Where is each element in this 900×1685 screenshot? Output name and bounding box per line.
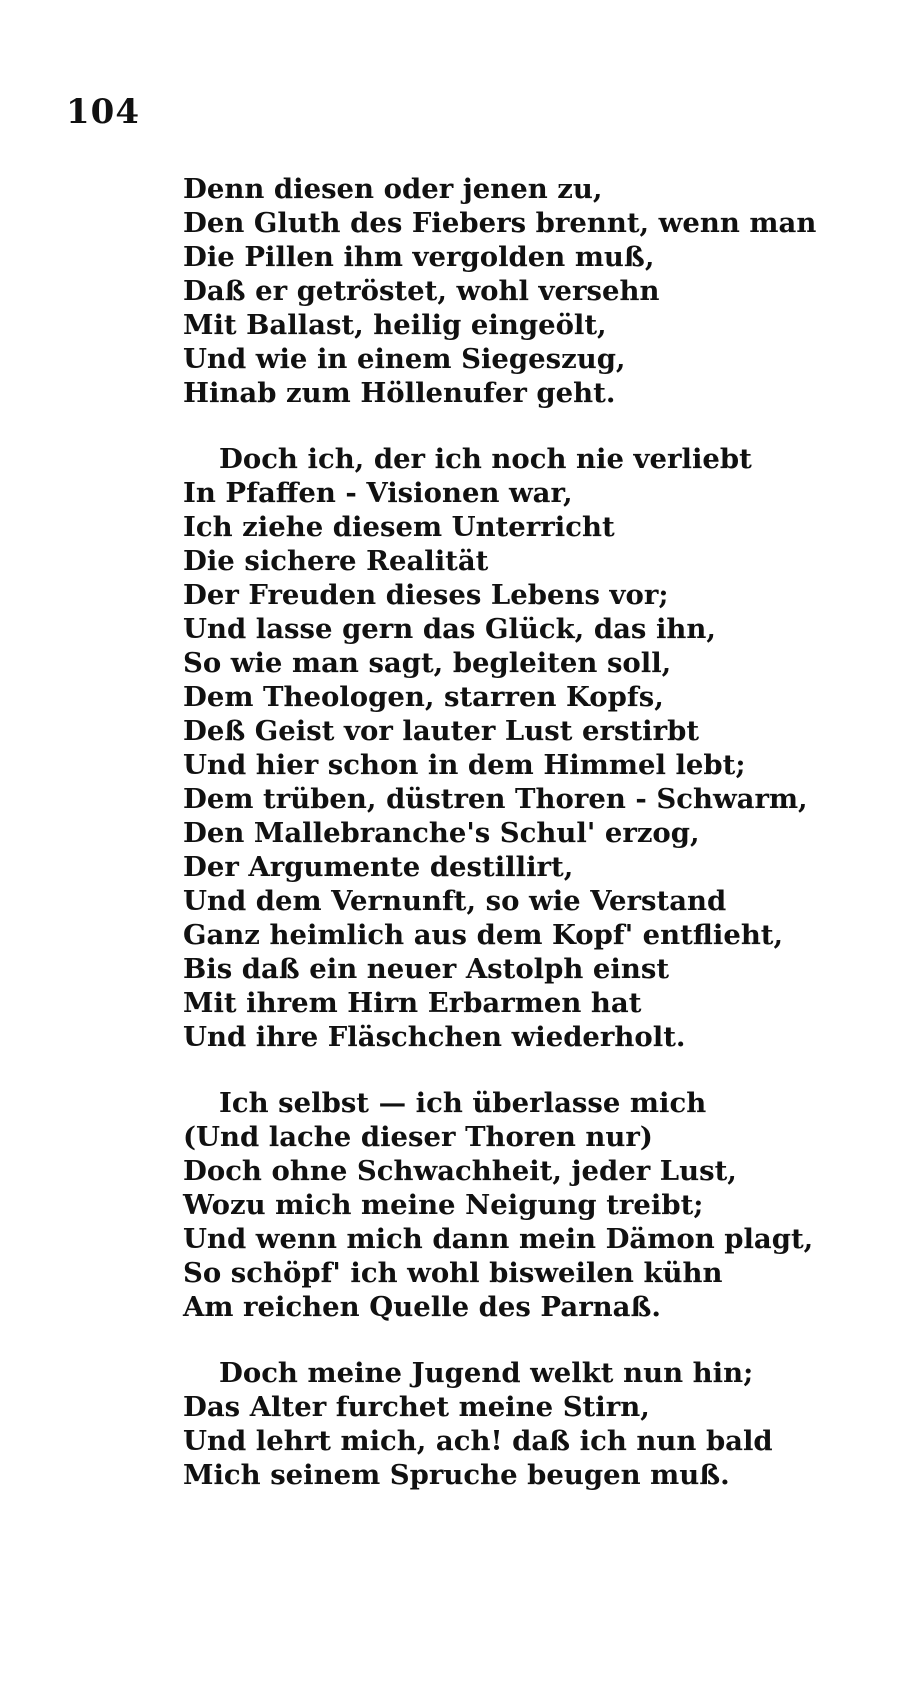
verse-line: Der Freuden dieses Lebens vor; — [183, 579, 669, 611]
verse-line: Wozu mich meine Neigung treibt; — [183, 1189, 704, 1221]
verse-line: Dem trüben, düstren Thoren - Schwarm, — [183, 783, 808, 815]
verse-line: Denn diesen oder jenen zu, — [183, 173, 603, 205]
verse-line: Dem Theologen, starren Kopfs, — [183, 681, 664, 713]
page-number: 104 — [66, 92, 140, 132]
verse-line: So wie man sagt, begleiten soll, — [183, 647, 672, 679]
verse-line: Den Mallebranche's Schul' erzog, — [183, 817, 700, 849]
verse-line: Doch ohne Schwachheit, jeder Lust, — [183, 1155, 737, 1187]
verse-line: Ganz heimlich aus dem Kopf' entflieht, — [183, 919, 784, 951]
stanza-4 — [183, 1356, 883, 1492]
verse-line: Bis daß ein neuer Astolph einst — [183, 953, 670, 985]
verse-line: Mit ihrem Hirn Erbarmen hat — [183, 987, 642, 1019]
verse-line: Die Pillen ihm vergolden muß, — [183, 241, 655, 273]
verse-line: Der Argumente destillirt, — [183, 851, 574, 883]
verse-line: Ich ziehe diesem Unterricht — [183, 511, 615, 543]
stanza-2 — [183, 442, 883, 1054]
verse-line: Doch meine Jugend welkt nun hin; — [219, 1357, 754, 1389]
verse-line: Und wie in einem Siegeszug, — [183, 343, 626, 375]
verse-line: Hinab zum Höllenufer geht. — [183, 377, 616, 409]
verse-line: In Pfaffen - Visionen war, — [183, 477, 573, 509]
verse-line: Und dem Vernunft, so wie Verstand — [183, 885, 727, 917]
verse-line: Das Alter furchet meine Stirn, — [183, 1391, 650, 1423]
verse-line: Daß er getröstet, wohl versehn — [183, 275, 660, 307]
verse-line: So schöpf' ich wohl bisweilen kühn — [183, 1257, 723, 1289]
verse-line: Doch ich, der ich noch nie verliebt — [219, 443, 752, 475]
verse-line: Und wenn mich dann mein Dämon plagt, — [183, 1223, 814, 1255]
verse-line: Und lehrt mich, ach! daß ich nun bald — [183, 1425, 773, 1457]
verse-line: Die sichere Realität — [183, 545, 489, 577]
stanza-3 — [183, 1086, 883, 1324]
verse-line: Mit Ballast, heilig eingeölt, — [183, 309, 607, 341]
verse-line: Den Gluth des Fiebers brennt, wenn man — [183, 207, 817, 239]
stanza-1 — [183, 172, 883, 410]
verse-line: Am reichen Quelle des Parnaß. — [183, 1291, 661, 1323]
poem-text — [183, 172, 883, 1492]
verse-line: Und lasse gern das Glück, das ihn, — [183, 613, 716, 645]
verse-line: Ich selbst — ich überlasse mich — [219, 1087, 707, 1119]
verse-line: (Und lache dieser Thoren nur) — [183, 1121, 653, 1153]
verse-line: Mich seinem Spruche beugen muß. — [183, 1459, 730, 1491]
verse-line: Und hier schon in dem Himmel lebt; — [183, 749, 746, 781]
verse-line: Deß Geist vor lauter Lust erstirbt — [183, 715, 700, 747]
verse-line: Und ihre Fläschchen wiederholt. — [183, 1021, 686, 1053]
